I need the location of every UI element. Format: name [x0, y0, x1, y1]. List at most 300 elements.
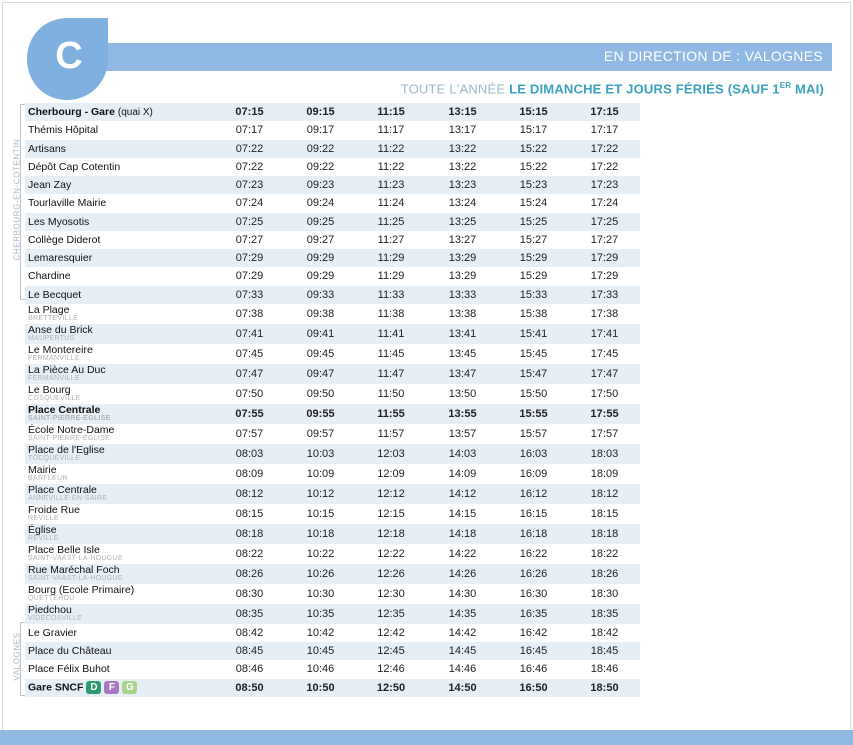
stop-commune: SAINT-PIERRE-EGLISE [28, 435, 110, 443]
period-label [401, 81, 824, 96]
departure-time: 11:23 [355, 176, 427, 194]
departure-time: 13:55 [427, 404, 498, 424]
stop-cell [25, 404, 213, 424]
departure-time: 07:22 [235, 160, 264, 173]
departure-time: 15:22 [498, 140, 569, 158]
stop-cell [25, 504, 213, 524]
departure-time: 10:12 [286, 484, 355, 504]
stop-name-text: Piedchou [28, 604, 72, 617]
stop-cell [25, 324, 213, 344]
stop-name-text: Artisans [28, 142, 66, 155]
departure-time: 16:15 [519, 507, 548, 520]
stop-name [28, 425, 213, 435]
timetable-row [25, 304, 640, 324]
line-letter: C [55, 35, 83, 77]
timetable-row [25, 604, 640, 624]
departure-time: 08:50 [213, 679, 286, 697]
departure-time: 07:47 [213, 364, 286, 384]
departure-time: 13:57 [448, 427, 477, 440]
departure-time: 13:50 [448, 387, 477, 400]
stop-name-text: Place Centrale [28, 404, 101, 417]
stop-cell [25, 484, 213, 504]
departure-time: 13:27 [448, 233, 477, 246]
departure-time: 11:55 [355, 404, 427, 424]
timetable-row [25, 384, 640, 404]
timetable-row [25, 194, 640, 212]
departure-time: 17:41 [569, 324, 640, 344]
departure-time: 14:18 [427, 524, 498, 544]
timetable-row [25, 404, 640, 424]
connection-badge: G [122, 681, 137, 694]
stop-cell [25, 564, 213, 584]
timetable-row [25, 564, 640, 584]
stop-name-text: Place du Château [28, 645, 112, 658]
stop-cell [25, 544, 213, 564]
stop-name [28, 664, 213, 674]
departure-time: 10:18 [286, 524, 355, 544]
departure-time: 13:15 [427, 103, 498, 121]
departure-time: 08:30 [235, 587, 264, 600]
departure-time: 13:29 [448, 270, 477, 283]
departure-time: 09:23 [286, 176, 355, 194]
departure-time: 11:57 [377, 427, 405, 440]
timetable-row [25, 464, 640, 484]
departure-time: 07:29 [235, 270, 264, 283]
departure-time: 18:46 [590, 663, 619, 676]
stop-cell [25, 464, 213, 484]
departure-time: 11:25 [355, 213, 427, 231]
departure-time: 09:24 [306, 197, 335, 210]
stop-cell [25, 231, 213, 249]
departure-time: 14:22 [448, 547, 477, 560]
stop-name [28, 162, 213, 172]
departure-time: 17:17 [590, 124, 619, 137]
stop-name [28, 505, 213, 515]
departure-time: 09:17 [306, 124, 335, 137]
departure-time: 09:47 [286, 364, 355, 384]
stop-name-text: Le Becquet [28, 288, 82, 301]
timetable-row [25, 344, 640, 364]
departure-time: 07:41 [213, 324, 286, 344]
stop-cell [25, 103, 213, 121]
departure-time: 17:25 [569, 213, 640, 231]
timetable-row [25, 121, 640, 139]
stop-cell [25, 584, 213, 604]
connection-badge: F [104, 681, 119, 694]
stop-name [28, 253, 213, 263]
period-suffix: MAI) [791, 81, 824, 97]
stop-cell [25, 194, 213, 212]
departure-time: 08:35 [213, 604, 286, 624]
departure-time: 16:46 [519, 663, 548, 676]
stop-name-text: Bourg (Ecole Primaire) [28, 584, 135, 597]
stop-name-text: Le Bourg [28, 384, 71, 397]
departure-time: 12:26 [355, 564, 427, 584]
departure-time: 13:47 [427, 364, 498, 384]
departure-time: 18:42 [590, 626, 619, 639]
departure-time: 18:03 [569, 444, 640, 464]
departure-time: 14:45 [427, 642, 498, 660]
timetable-row [25, 484, 640, 504]
timetable-row [25, 544, 640, 564]
departure-time: 15:27 [519, 233, 548, 246]
departure-time: 14:35 [427, 604, 498, 624]
departure-time: 12:18 [355, 524, 427, 544]
stop-commune: TOCQUEVILLE [28, 455, 81, 463]
departure-time: 09:25 [286, 213, 355, 231]
stop-name-text: Cherbourg - Gare [28, 105, 115, 118]
departure-time: 15:29 [519, 270, 548, 283]
departure-time: 11:41 [355, 324, 427, 344]
stop-name [28, 345, 213, 355]
stop-commune: VIDECOSVILLE [28, 615, 83, 623]
stop-name-text: École Notre-Dame [28, 424, 115, 437]
timetable-row [25, 158, 640, 176]
stop-commune: ANNEVILLE-EN-SAIRE [28, 495, 108, 503]
timetable-row [25, 176, 640, 194]
departure-time: 11:22 [377, 160, 405, 173]
timetable-row [25, 584, 640, 604]
stop-cell [25, 267, 213, 285]
departure-time: 17:24 [590, 197, 619, 210]
stop-name-text: Les Myosotis [28, 215, 90, 228]
departure-time: 17:47 [569, 364, 640, 384]
stop-commune: MAUPERTUS [28, 335, 75, 343]
departure-time: 12:50 [355, 679, 427, 697]
timetable-row [25, 286, 640, 304]
stop-cell [25, 121, 213, 139]
departure-time: 15:50 [519, 387, 548, 400]
departure-time: 16:18 [498, 524, 569, 544]
departure-time: 09:41 [286, 324, 355, 344]
departure-time: 08:18 [213, 524, 286, 544]
departure-time: 17:29 [590, 270, 619, 283]
departure-time: 12:35 [355, 604, 427, 624]
departure-time: 15:38 [519, 307, 548, 320]
stop-name-text: Place de l'Eglise [28, 444, 105, 457]
departure-time: 10:45 [286, 642, 355, 660]
departure-time: 14:30 [448, 587, 477, 600]
stop-cell [25, 424, 213, 444]
departure-time: 17:27 [590, 233, 619, 246]
timetable-row [25, 424, 640, 444]
stop-cell [25, 249, 213, 267]
stop-name [28, 605, 213, 615]
stop-name [28, 545, 213, 555]
departure-time: 15:17 [519, 124, 548, 137]
departure-time: 11:29 [377, 270, 405, 283]
departure-time: 17:23 [569, 176, 640, 194]
stop-name-text: Froide Rue [28, 504, 80, 517]
stop-cell [25, 444, 213, 464]
departure-time: 10:30 [306, 587, 335, 600]
departure-time: 09:29 [306, 270, 335, 283]
departure-time: 13:29 [427, 249, 498, 267]
departure-time: 13:25 [427, 213, 498, 231]
stop-name-text: Gare SNCF [28, 681, 84, 694]
departure-time: 16:50 [498, 679, 569, 697]
departure-time: 17:33 [569, 286, 640, 304]
stop-name [28, 271, 213, 281]
stop-commune: REVILLE [28, 535, 59, 543]
stop-cell [25, 304, 213, 324]
stop-name-text: Le Montereire [28, 344, 93, 357]
departure-time: 09:57 [306, 427, 335, 440]
departure-time: 12:46 [377, 663, 405, 676]
departure-time: 09:50 [306, 387, 335, 400]
departure-time: 11:33 [355, 286, 427, 304]
departure-time: 08:12 [213, 484, 286, 504]
stop-cell [25, 158, 213, 176]
stop-commune: REVILLE [28, 515, 59, 523]
departure-time: 09:15 [286, 103, 355, 121]
timetable-row [25, 642, 640, 660]
stop-name-text: Rue Maréchal Foch [28, 564, 120, 577]
departure-time: 10:50 [286, 679, 355, 697]
departure-time: 14:26 [427, 564, 498, 584]
departure-time: 14:15 [448, 507, 477, 520]
stop-name-text: Dépôt Cap Cotentin [28, 160, 121, 173]
departure-time: 17:15 [569, 103, 640, 121]
departure-time: 13:23 [427, 176, 498, 194]
departure-time: 11:22 [355, 140, 427, 158]
timetable-row [25, 504, 640, 524]
stop-name [28, 125, 213, 135]
departure-time: 16:26 [498, 564, 569, 584]
period-main: LE DIMANCHE ET JOURS FÉRIÉS (SAUF 1 [509, 81, 780, 97]
footer-band [0, 730, 853, 745]
departure-time: 11:15 [355, 103, 427, 121]
stop-name [28, 325, 213, 335]
stop-name-text: La Plage [28, 304, 70, 317]
stop-commune: COSQUEVILLE [28, 395, 81, 403]
stop-cell [25, 660, 213, 678]
departure-time: 18:15 [590, 507, 619, 520]
departure-time: 17:50 [590, 387, 619, 400]
departure-time: 12:30 [377, 587, 405, 600]
stop-cell [25, 344, 213, 364]
stop-name-text: Collège Diderot [28, 233, 101, 246]
departure-time: 12:12 [355, 484, 427, 504]
departure-time: 17:22 [569, 140, 640, 158]
stop-name [28, 107, 213, 118]
stop-name [28, 198, 213, 208]
stop-name-text: Place Belle Isle [28, 544, 100, 557]
departure-time: 08:26 [213, 564, 286, 584]
departure-time: 15:29 [498, 249, 569, 267]
departure-time: 10:15 [306, 507, 335, 520]
departure-time: 18:50 [569, 679, 640, 697]
stop-name [28, 365, 213, 375]
departure-time: 13:22 [427, 140, 498, 158]
departure-time: 09:55 [286, 404, 355, 424]
departure-time: 09:27 [306, 233, 335, 246]
departure-time: 12:22 [377, 547, 405, 560]
departure-time: 14:50 [427, 679, 498, 697]
timetable-row [25, 267, 640, 285]
departure-time: 11:29 [355, 249, 427, 267]
stop-name-text: Tourlaville Mairie [28, 197, 107, 210]
departure-time: 16:22 [519, 547, 548, 560]
stop-name [28, 405, 213, 415]
stop-name-text: Anse du Brick [28, 324, 93, 337]
departure-time: 11:27 [377, 233, 405, 246]
departure-time: 18:12 [569, 484, 640, 504]
departure-time: 18:45 [569, 642, 640, 660]
departure-time: 18:30 [590, 587, 619, 600]
stop-name-text: Mairie [28, 464, 57, 477]
departure-time: 15:57 [519, 427, 548, 440]
stop-commune: SAINT-VAAST-LA-HOUGUE [28, 575, 123, 583]
timetable-row [25, 249, 640, 267]
stop-name [28, 235, 213, 245]
stop-name-text: Le Gravier [28, 626, 78, 639]
departure-time: 07:45 [235, 347, 264, 360]
departure-time: 14:03 [427, 444, 498, 464]
departure-time: 17:29 [569, 249, 640, 267]
stop-name [28, 565, 213, 575]
departure-time: 08:22 [235, 547, 264, 560]
departure-time: 18:26 [569, 564, 640, 584]
departure-time: 16:35 [498, 604, 569, 624]
stop-cell [25, 604, 213, 624]
timetable-row [25, 660, 640, 678]
connection-badge: D [86, 681, 101, 694]
departure-time: 08:42 [235, 626, 264, 639]
stop-name-text: Chardine [28, 270, 71, 283]
departure-time: 07:27 [235, 233, 264, 246]
stop-name-text: Lemaresquier [28, 252, 93, 265]
timetable-row [25, 103, 640, 121]
departure-time: 13:22 [448, 160, 477, 173]
departure-time: 11:45 [377, 347, 405, 360]
departure-time: 08:45 [213, 642, 286, 660]
stop-name [28, 180, 213, 190]
stop-name [28, 445, 213, 455]
departure-time: 15:22 [519, 160, 548, 173]
departure-time: 15:25 [498, 213, 569, 231]
stop-cell [25, 524, 213, 544]
zone-label-cherbourg: CHERBOURG-EN-COTENTIN [12, 138, 22, 261]
departure-time: 10:09 [306, 467, 335, 480]
stop-name-text: La Pièce Au Duc [28, 364, 106, 377]
departure-time: 09:33 [286, 286, 355, 304]
departure-time: 08:03 [213, 444, 286, 464]
timetable-row [25, 140, 640, 158]
departure-time: 13:24 [448, 197, 477, 210]
stop-name-text: Jean Zay [28, 179, 72, 192]
departure-time: 14:12 [427, 484, 498, 504]
departure-time: 14:09 [448, 467, 477, 480]
stop-name [28, 305, 213, 315]
departure-time: 14:46 [448, 663, 477, 676]
departure-time: 15:45 [519, 347, 548, 360]
timetable-row [25, 679, 640, 697]
departure-time: 09:38 [306, 307, 335, 320]
timetable-row [25, 213, 640, 231]
stop-name [28, 585, 213, 595]
timetable-row [25, 444, 640, 464]
departure-time: 16:45 [498, 642, 569, 660]
zone-label-valognes: VALOGNES [12, 632, 22, 681]
departure-time: 07:38 [235, 307, 264, 320]
departure-time: 07:55 [213, 404, 286, 424]
departure-time: 14:42 [448, 626, 477, 639]
departure-time: 15:23 [498, 176, 569, 194]
period-prefix: TOUTE L'ANNÉE [400, 81, 506, 97]
stop-commune: BARFLEUR [28, 475, 68, 483]
departure-time: 15:33 [498, 286, 569, 304]
stop-name [28, 681, 213, 694]
departure-time: 15:24 [519, 197, 548, 210]
departure-time: 11:38 [377, 307, 405, 320]
line-badge [24, 16, 110, 102]
stop-cell [25, 679, 213, 697]
stop-cell [25, 286, 213, 304]
timetable-row [25, 624, 640, 642]
timetable-row [25, 231, 640, 249]
direction-title: EN DIRECTION DE : VALOGNES [603, 48, 823, 64]
stop-cell [25, 140, 213, 158]
departure-time: 12:09 [377, 467, 405, 480]
departure-time: 10:42 [306, 626, 335, 639]
stop-cell [25, 176, 213, 194]
departure-time: 07:29 [213, 249, 286, 267]
stop-name [28, 485, 213, 495]
timetable [25, 103, 640, 697]
departure-time: 09:45 [306, 347, 335, 360]
departure-time: 11:47 [355, 364, 427, 384]
stop-commune: QUETTEHOU [28, 595, 75, 603]
departure-time: 11:50 [377, 387, 405, 400]
departure-time: 10:46 [306, 663, 335, 676]
stop-qualifier: (quai X) [117, 106, 153, 118]
stop-name [28, 646, 213, 656]
departure-time: 11:17 [377, 124, 405, 137]
departure-time: 07:24 [235, 197, 264, 210]
stop-name [28, 217, 213, 227]
departure-time: 07:33 [213, 286, 286, 304]
departure-time: 10:35 [286, 604, 355, 624]
departure-time: 09:29 [286, 249, 355, 267]
departure-time: 09:22 [286, 140, 355, 158]
departure-time: 08:46 [235, 663, 264, 676]
departure-time: 17:22 [590, 160, 619, 173]
stop-cell [25, 213, 213, 231]
departure-time: 15:47 [498, 364, 569, 384]
departure-time: 15:55 [498, 404, 569, 424]
departure-time: 07:22 [213, 140, 286, 158]
departure-time: 13:41 [427, 324, 498, 344]
stop-name-text: Église [28, 524, 57, 537]
departure-time: 09:22 [306, 160, 335, 173]
departure-time: 17:57 [590, 427, 619, 440]
departure-time: 13:38 [448, 307, 477, 320]
departure-time: 07:25 [213, 213, 286, 231]
departure-time: 07:23 [213, 176, 286, 194]
departure-time: 13:17 [448, 124, 477, 137]
departure-time: 18:09 [590, 467, 619, 480]
stop-name-text: Place Félix Buhot [28, 663, 110, 676]
stop-name [28, 144, 213, 154]
departure-time: 18:35 [569, 604, 640, 624]
stop-commune: FERMANVILLE [28, 355, 80, 363]
departure-time: 07:57 [235, 427, 264, 440]
departure-time: 12:42 [377, 626, 405, 639]
timetable-row [25, 324, 640, 344]
stop-name [28, 525, 213, 535]
departure-time: 13:45 [448, 347, 477, 360]
